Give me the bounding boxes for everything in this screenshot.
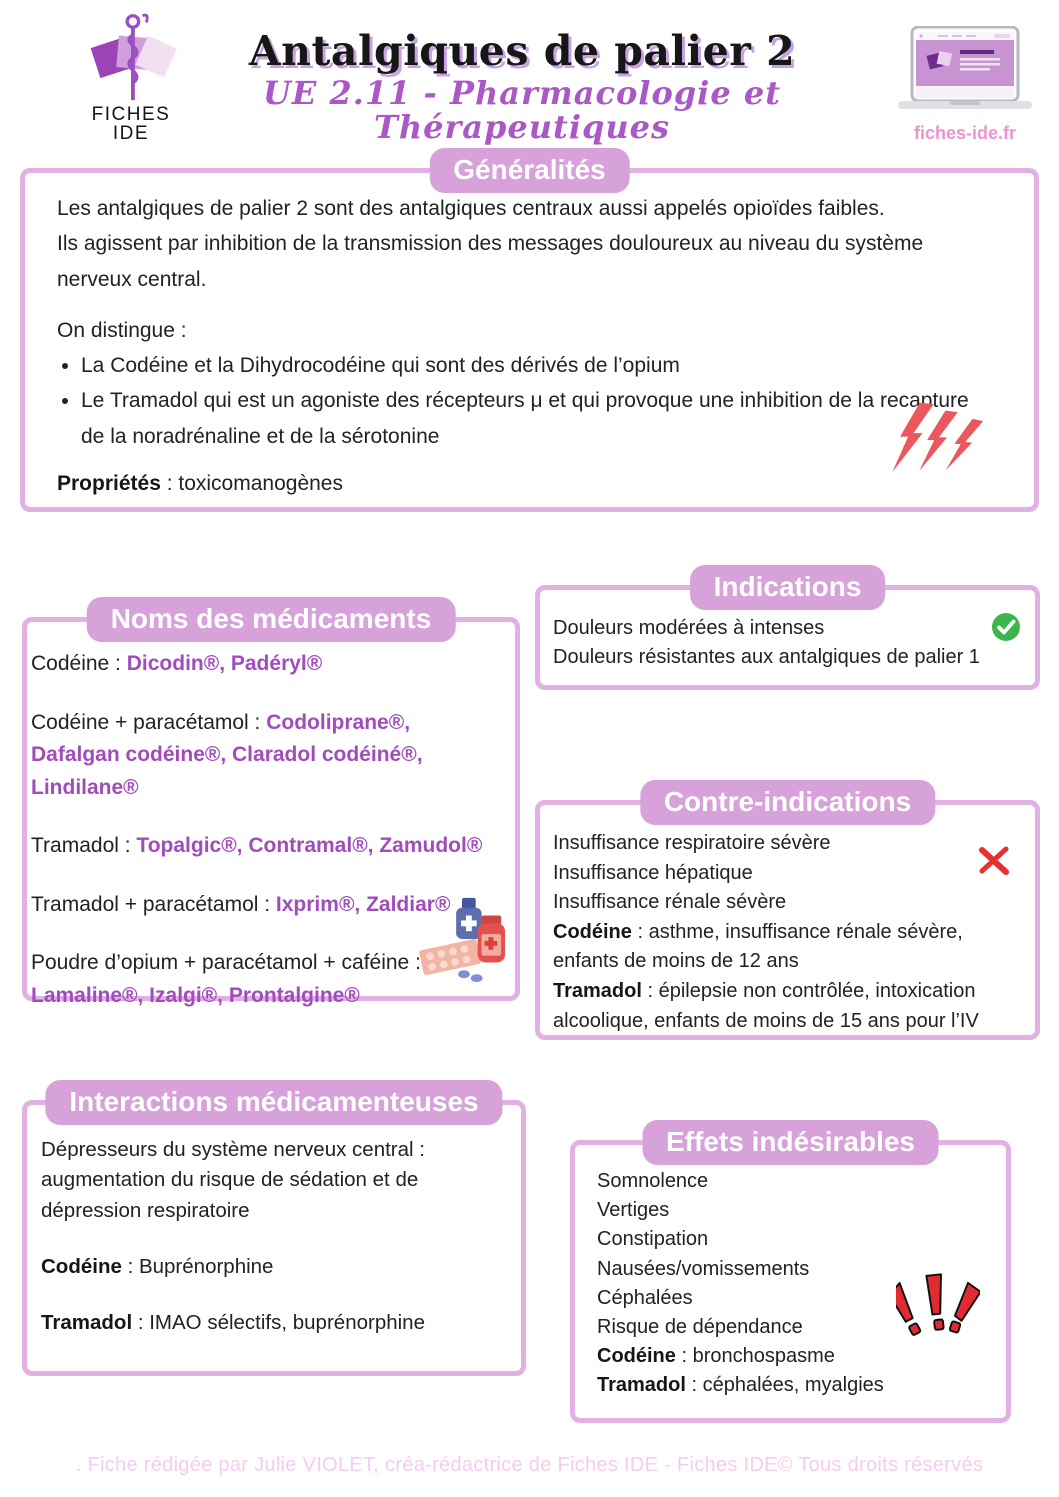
- logo-text-line2: IDE: [112, 123, 150, 144]
- header-titles: [215, 27, 829, 146]
- medication-class-label: Tramadol + paracétamol :: [31, 892, 276, 916]
- generalites-bullet: • La Codéine et la Dihydrocodéine qui sont des dérivés de l’opium: [81, 348, 994, 383]
- contraindication-line: Insuffisance respiratoire sévère: [553, 832, 831, 854]
- medication-class-label: Poudre d’opium + paracétamol + caféine :: [31, 951, 421, 975]
- generalites-bullet-list: [57, 348, 994, 454]
- medication-class-label: Codéine + paracétamol :: [31, 710, 267, 734]
- side-effect-line: Risque de dépendance: [597, 1315, 803, 1338]
- side-effect-line: Céphalées: [597, 1286, 693, 1309]
- interactions-title: Interactions médicamenteuses: [45, 1080, 502, 1125]
- medication-brand-names: Ixprim®, Zaldiar®: [275, 892, 451, 916]
- generalites-properties: [57, 466, 994, 501]
- interaction-codeine: [41, 1252, 505, 1282]
- contraindication-codeine: [553, 918, 1021, 977]
- medication-bottles-icon: [419, 895, 507, 988]
- contraindications-lines: [553, 829, 1021, 918]
- side-effect-line: Somnolence: [597, 1170, 709, 1192]
- codeine-text: : bronchospasme: [675, 1345, 835, 1368]
- generalites-paragraph-1: Les antalgiques de palier 2 sont des antalgiques centraux aussi appelés opioïdes faibles.: [57, 197, 885, 220]
- contraindications-title: Contre-indications: [640, 780, 935, 825]
- footer-credit: . Fiche rédigée par Julie VIOLET, créa-rédactrice de Fiches IDE - Fiches IDE© Tous droits réservés: [75, 1454, 984, 1476]
- generalites-bullet: • Le Tramadol qui est un agoniste des récepteurs μ et qui provoque une inhibition de la recapture de la noradrénaline et de la sérotonine: [81, 383, 994, 454]
- page-subtitle: UE 2.11 - Pharmacologie et Thérapeutiques: [263, 74, 781, 146]
- medication-names-title: Noms des médicaments: [87, 597, 456, 642]
- interactions-content: [27, 1105, 521, 1339]
- interactions-paragraph: Dépresseurs du système nerveux central : augmentation du risque de sédation et de dépression respiratoire: [41, 1138, 425, 1222]
- contraindication-tramadol: [553, 977, 1021, 1036]
- tramadol-label: Tramadol: [41, 1311, 133, 1335]
- medication-item: [31, 648, 499, 681]
- tramadol-label: Tramadol: [597, 1374, 686, 1397]
- red-cross-icon: [975, 841, 1013, 884]
- logo-text-line1: FICHES: [91, 104, 171, 125]
- logo-text: [46, 105, 216, 143]
- interactions-panel: [22, 1086, 526, 1376]
- properties-label: Propriétés: [57, 471, 161, 495]
- indication-line: Douleurs modérées à intenses: [553, 617, 825, 639]
- medication-brand-names: Codoliprane®, Dafalgan codéine®, Claradol codéiné®, Lindilane®: [31, 710, 423, 799]
- medication-brand-names: Dicodin®, Padéryl®: [126, 652, 323, 675]
- contraindication-line: Insuffisance hépatique: [553, 861, 753, 884]
- tramadol-text: : IMAO sélectifs, buprénorphine: [132, 1311, 425, 1335]
- medication-class-label: Tramadol :: [31, 834, 137, 858]
- generalites-content: [25, 173, 1034, 501]
- generalites-title: Généralités: [429, 148, 630, 193]
- medication-brand-names: Lamaline®, Izalgi®, Prontalgine®: [31, 983, 360, 1007]
- indications-title: Indications: [690, 565, 886, 610]
- side-effect-line: Vertiges: [597, 1199, 670, 1222]
- generalites-panel: [20, 154, 1039, 512]
- codeine-text: : asthme, insuffisance rénale sévère, enfants de moins de 12 ans: [553, 920, 963, 973]
- medication-class-label: Codéine :: [31, 652, 127, 675]
- interaction-tramadol: [41, 1308, 505, 1338]
- codeine-label: Codéine: [41, 1254, 122, 1278]
- codeine-text: : Buprénorphine: [121, 1254, 274, 1278]
- medication-brand-names: Topalgic®, Contramal®, Zamudol®: [136, 834, 483, 858]
- check-icon: [991, 612, 1021, 647]
- tramadol-text: : céphalées, myalgies: [685, 1374, 884, 1397]
- triple-exclamation-icon: [896, 1267, 980, 1362]
- contraindications-panel: [535, 786, 1040, 1040]
- lightning-bolts-icon: [892, 400, 984, 493]
- tramadol-text: : épilepsie non contrôlée, intoxication alcoolique, enfants de moins de 15 ans pour l’IV: [553, 979, 979, 1032]
- side-effect-line: Nausées/vomissements: [597, 1257, 810, 1280]
- side-effect-tramadol: [597, 1371, 992, 1400]
- medication-item: [31, 707, 499, 805]
- website-link[interactable]: fiches-ide.fr: [913, 123, 1017, 143]
- side-effects-panel: [570, 1126, 1011, 1423]
- side-effect-line: Constipation: [597, 1228, 709, 1251]
- codeine-label: Codéine: [553, 920, 632, 943]
- tramadol-label: Tramadol: [553, 979, 642, 1002]
- contraindications-content: [540, 805, 1035, 1036]
- indication-line: Douleurs résistantes aux antalgiques de palier 1: [553, 646, 980, 669]
- generalites-paragraph-2: Ils agissent par inhibition de la transmission des messages douloureux au niveau du système nerveux central.: [57, 232, 924, 291]
- contraindication-line: Insuffisance rénale sévère: [553, 891, 787, 914]
- medication-item: [31, 830, 499, 863]
- properties-value: : toxicomanogènes: [160, 471, 343, 495]
- website-promo: [898, 26, 1032, 144]
- codeine-label: Codéine: [597, 1345, 676, 1368]
- header-logo: [46, 10, 216, 143]
- page-title: Antalgiques de palier 2: [248, 27, 796, 75]
- generalites-list-intro: On distingue :: [57, 318, 187, 342]
- medication-names-panel: [22, 603, 520, 1007]
- laptop-mockup-icon: [898, 99, 1032, 116]
- side-effects-title: Effets indésirables: [642, 1120, 939, 1165]
- indications-panel: [535, 571, 1040, 690]
